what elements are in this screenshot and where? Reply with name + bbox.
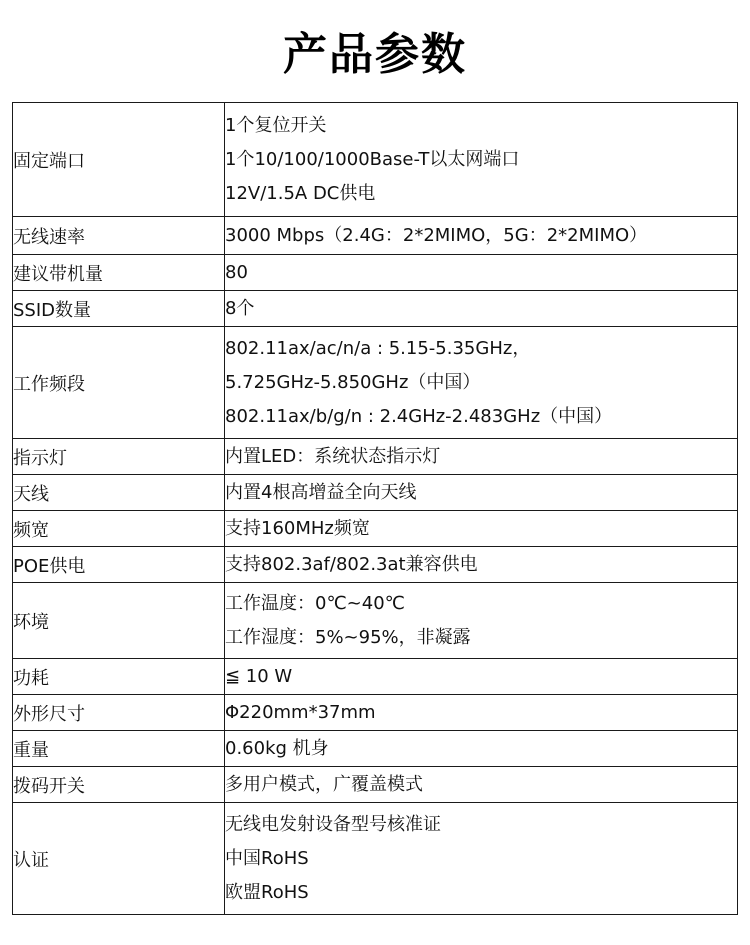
spec-value	[225, 583, 738, 659]
spec-value	[225, 731, 738, 767]
spec-value-line: 欧盟RoHS	[225, 881, 309, 903]
spec-label: 拨码开关	[13, 767, 225, 803]
spec-value	[225, 767, 738, 803]
spec-value	[225, 439, 738, 475]
spec-label: 外形尺寸	[13, 695, 225, 731]
spec-row-environment	[13, 583, 738, 659]
spec-row-certification	[13, 803, 738, 915]
spec-value-line: 1个10/100/1000Base-T以太网端口	[225, 148, 520, 170]
spec-label: 无线速率	[13, 217, 225, 255]
spec-value-line: 内置LED：系统状态指示灯	[225, 445, 441, 467]
spec-label: 天线	[13, 475, 225, 511]
spec-value	[225, 659, 738, 695]
spec-row-antenna	[13, 475, 738, 511]
spec-value-line: 无线电发射设备型号核准证	[225, 813, 441, 835]
spec-value-line: 1个复位开关	[225, 114, 327, 136]
spec-value	[225, 695, 738, 731]
spec-row-weight	[13, 731, 738, 767]
spec-value-line: 80	[225, 261, 248, 283]
spec-value-line: Φ220mm*37mm	[225, 701, 376, 723]
spec-value	[225, 103, 738, 217]
spec-value-line: 工作湿度：5%~95%，非凝露	[225, 626, 471, 648]
spec-row-poe	[13, 547, 738, 583]
spec-label: POE供电	[13, 547, 225, 583]
page-title: 产品参数	[283, 29, 467, 80]
spec-value	[225, 475, 738, 511]
spec-value-line: 工作温度：0℃~40℃	[225, 592, 405, 614]
spec-label: 环境	[13, 583, 225, 659]
spec-value-line: 802.11ax/ac/n/a : 5.15-5.35GHz，	[225, 337, 531, 359]
spec-value-line: 802.11ax/b/g/n : 2.4GHz-2.483GHz（中国）	[225, 405, 613, 427]
spec-row-power-consumption	[13, 659, 738, 695]
spec-row-fixed-ports	[13, 103, 738, 217]
spec-value-line: 多用户模式，广覆盖模式	[225, 773, 423, 795]
spec-row-bandwidth	[13, 511, 738, 547]
spec-value	[225, 547, 738, 583]
spec-row-dimensions	[13, 695, 738, 731]
spec-row-indicator	[13, 439, 738, 475]
spec-value	[225, 327, 738, 439]
spec-label: 认证	[13, 803, 225, 915]
spec-value-line: ≦ 10 W	[225, 665, 293, 687]
spec-value	[225, 217, 738, 255]
spec-row-recommended-clients	[13, 255, 738, 291]
spec-row-dip-switch	[13, 767, 738, 803]
spec-label: 建议带机量	[13, 255, 225, 291]
spec-value	[225, 291, 738, 327]
spec-value-line: 8个	[225, 297, 255, 319]
spec-value-line: 12V/1.5A DC供电	[225, 182, 376, 204]
spec-value-line: 中国RoHS	[225, 847, 309, 869]
spec-value-line: 5.725GHz-5.850GHz（中国）	[225, 371, 481, 393]
spec-value-line: 0.60kg 机身	[225, 737, 329, 759]
spec-label: 工作频段	[13, 327, 225, 439]
spec-row-frequency-band	[13, 327, 738, 439]
spec-label: 功耗	[13, 659, 225, 695]
spec-value-line: 3000 Mbps（2.4G：2*2MIMO，5G：2*2MIMO）	[225, 224, 648, 246]
spec-table	[12, 102, 738, 915]
spec-label: 固定端口	[13, 103, 225, 217]
spec-value	[225, 511, 738, 547]
spec-row-ssid-count	[13, 291, 738, 327]
spec-value	[225, 255, 738, 291]
spec-value	[225, 803, 738, 915]
spec-label: 重量	[13, 731, 225, 767]
spec-label: SSID数量	[13, 291, 225, 327]
spec-label: 频宽	[13, 511, 225, 547]
spec-row-wireless-rate	[13, 217, 738, 255]
spec-value-line: 支持160MHz频宽	[225, 517, 370, 539]
spec-value-line: 支持802.3af/802.3at兼容供电	[225, 553, 478, 575]
spec-value-line: 内置4根高增益全向天线	[225, 481, 417, 503]
spec-label: 指示灯	[13, 439, 225, 475]
